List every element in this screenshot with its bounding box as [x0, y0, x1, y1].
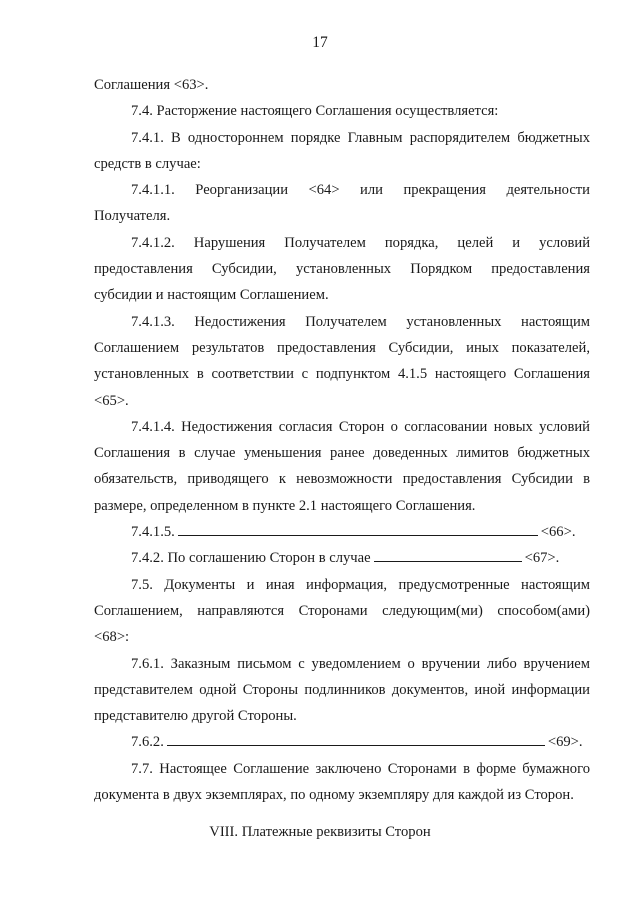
- document-body: [94, 72, 590, 808]
- paragraph-line: 7.4.1.3. Недостижения Получателем установленных настоящим: [131, 313, 590, 330]
- paragraph-line: 7.6.1. Заказным письмом с уведомлением о вручении либо вручением: [131, 655, 590, 672]
- paragraph-line: 7.4.1. В одностороннем порядке Главным распорядителем бюджетных: [131, 129, 590, 146]
- paragraph-line: установленных в соответствии с подпунктом 4.1.5 настоящего Соглашения: [94, 366, 590, 383]
- blank-underline: [167, 729, 545, 746]
- paragraph-line: 7.5. Документы и иная информация, предусмотренные настоящим: [131, 576, 590, 593]
- paragraph-line: обязательств, приводящего к невозможности предоставления Субсидии в: [94, 471, 590, 488]
- paragraph-line: 7.4.1.2. Нарушения Получателем порядка, целей и условий: [131, 234, 590, 251]
- paragraph-line: 7.4.2. По соглашению Сторон в случае: [131, 550, 371, 567]
- paragraph-line: средств в случае:: [94, 155, 201, 172]
- paragraph-line: 7.4.1.1. Реорганизации <64> или прекращения деятельности: [131, 182, 590, 199]
- paragraph-line: 7.7. Настоящее Соглашение заключено Сторонами в форме бумажного: [131, 760, 590, 777]
- paragraph-line: <68>:: [94, 629, 130, 646]
- paragraph-line: представителю другой Стороны.: [94, 708, 297, 725]
- paragraph-line: <65>.: [94, 392, 129, 409]
- paragraph-line: Получателя.: [94, 208, 171, 225]
- paragraph-line: 7.6.2.: [131, 734, 164, 751]
- paragraph-line: субсидии и настоящим Соглашением.: [94, 287, 329, 304]
- paragraph-line: документа в двух экземплярах, по одному экземпляру для каждой из Сторон.: [94, 787, 574, 804]
- paragraph-line: размере, определенном в пункте 2.1 настоящего Соглашения.: [94, 497, 476, 514]
- page-number: 17: [312, 34, 328, 51]
- blank-underline: [374, 545, 522, 562]
- paragraph-line: Соглашением, направляются Сторонами следующим(ми) способом(ами): [94, 602, 590, 619]
- paragraph-line: Соглашения <63>.: [94, 77, 209, 93]
- section-heading: VIII. Платежные реквизиты Сторон: [209, 824, 431, 840]
- fill-in-line-7-4-1-5: [94, 519, 590, 545]
- fill-in-line-7-4-2: [94, 545, 590, 571]
- paragraph-line: 7.4. Расторжение настоящего Соглашения осуществляется:: [131, 103, 499, 120]
- fill-in-line-7-6-2: [94, 729, 590, 755]
- blank-underline: [178, 519, 538, 536]
- paragraph-line: <69>.: [547, 734, 583, 751]
- paragraph-line: <66>.: [540, 524, 576, 541]
- paragraph-line: Соглашения в случае уменьшения ранее доведенных лимитов бюджетных: [94, 445, 590, 462]
- paragraph-line: 7.4.1.4. Недостижения согласия Сторон о согласовании новых условий: [131, 418, 590, 435]
- paragraph-line: <67>.: [524, 550, 560, 567]
- paragraph-line: представителем одной Стороны подлинников документов, иной информации: [94, 681, 590, 698]
- paragraph-line: 7.4.1.5.: [131, 524, 175, 541]
- paragraph-line: Соглашением результатов предоставления Субсидии, иных показателей,: [94, 339, 590, 356]
- paragraph-line: предоставления Субсидии, установленных Порядком предоставления: [94, 261, 590, 278]
